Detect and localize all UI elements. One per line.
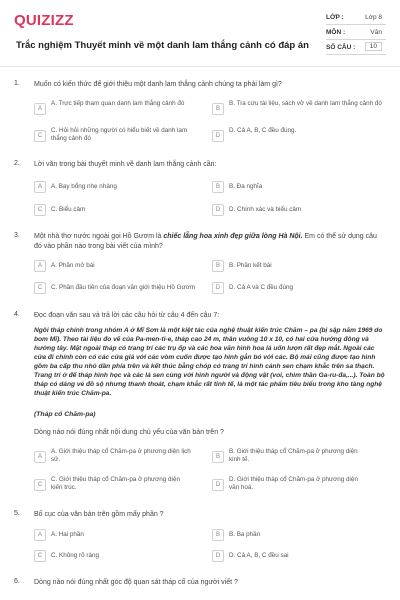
question-5 [14,510,388,570]
option-letter: D [212,550,224,562]
option-letter: D [212,130,224,142]
option-letter: C [34,282,46,294]
option-letter: C [34,550,46,562]
question-number: 5. [14,510,20,517]
option-letter: B [212,260,224,272]
question-number: 2. [14,160,20,167]
option-text: B. Ba phần [229,531,261,538]
question-text: Muốn có kiến thức để giới thiệu một danh lam thắng cảnh chúng ta phải làm gì? [34,81,282,88]
option-text: C. Biểu cảm [51,206,86,213]
option-letter: C [34,130,46,142]
option-text: B. Tra cứu tài liệu, sách vở về danh lam thắng cảnh đó [229,100,382,107]
question-subtext: Dòng nào nói đúng nhất nội dung chủ yếu của văn bản trên ? [34,429,224,436]
option-letter: A [34,103,46,115]
question-3 [14,232,388,298]
option-text: B. Đa nghĩa [229,183,263,190]
option-text: A. Giới thiệu tháp cổ Chăm-pa ở phương diện lịch sử. [51,448,191,463]
header-divider [0,66,400,67]
option-letter: A [34,529,46,541]
option-text: C. Hỏi hỏi những người có hiểu biết về danh lam thắng cảnh đó [51,127,188,142]
question-text: Dòng nào nói đúng nhất góc độ quan sát tháp cổ của người viết ? [34,579,238,586]
option-letter: D [212,204,224,216]
option-letter: D [212,479,224,491]
meta-grade: LỚP : Lớp 8 [326,10,386,25]
option-letter: B [212,529,224,541]
option-text: D. Cả A, B, C đều đúng. [229,127,297,134]
option-letter: B [212,451,224,463]
meta-question-count: SỐ CÂU : 10 [326,40,386,55]
option-text: D. Cả A và C đều đúng [229,284,294,291]
option-text: A. Trực tiếp tham quan danh lam thắng cảnh đó [51,100,185,107]
option-letter: C [34,204,46,216]
question-text: Bố cục của văn bản trên gồm mấy phần ? [34,511,164,518]
option-letter: C [34,479,46,491]
option-text: D. Chính xác và biểu cảm [229,206,302,213]
quiz-title: Trắc nghiệm Thuyết minh về một danh lam thắng cảnh có đáp án [16,40,309,51]
question-1 [14,80,388,150]
option-letter: A [34,451,46,463]
reading-passage: Ngôi tháp chính trong nhóm A ở Mĩ Sơn là một kiệt tác của nghệ thuật kiến trúc Chăm – pa (bị sập năm 1969 do bom Mĩ). Theo tài liệu đo vẽ của Pa-men-ti-e, tháp cao 24 m, thân vuông 10 x 10, có hai cửa hướng đông và hướng tây. Mặt ngoài tháp có trang trí các trụ ốp và các hoa văn hình hoa lá uốn lượn rất đẹp mắt. Ngoài các cửa đi chính còn có các cửa giả với các vòm cuốn được tạo hình gắn bó với các. Bộ mái cũng được tạo hình gồm ba cấp thu nhỏ dần phía trên và kết thúc bằng chóp có trang trí hình cánh sen chạm khắc trên sa thạch. Trang trí ở đế tháp hình học và các lá sen cùng với hình người và động vật (voi, chim thần Ga-ru-đa,...). Toàn bộ tháp có dáng vẻ đồ sộ nhưng thanh thoát, chạm khắc rất tinh tế, là một tác phẩm tiêu biểu trong kho tàng nghệ thuật kiến trúc Chăm-pa. [34,327,385,397]
question-number: 6. [14,578,20,585]
option-text: C. Giới thiệu tháp cổ Chăm-pa ở phương diện kiến trúc. [51,476,180,491]
quiz-meta-panel [326,10,386,55]
option-text: C. Phần đầu tiên của đoạn văn giới thiệu Hồ Gươm [51,284,196,291]
question-text: Lời văn trong bài thuyết minh về danh lam thắng cảnh cần: [34,161,217,168]
question-2 [14,160,388,220]
option-text: A. Bay bổng nhẹ nhàng [51,183,117,190]
meta-subject: MÔN : Văn [326,25,386,40]
question-6 [14,578,388,592]
quizizz-logo[interactable]: QUIZIZZ [14,12,74,29]
question-4 [14,311,388,506]
option-text: A. Phần mở bài [51,262,95,269]
question-number: 3. [14,232,20,239]
option-text: B. Phần kết bài [229,262,272,269]
question-number: 1. [14,80,20,87]
option-text: A. Hai phần [51,531,84,538]
question-text: Một nhà thơ nước ngoài gọi Hồ Gươm là chiếc lẵng hoa xinh đẹp giữa lòng Hà Nội. Em có thể sử dụng câu đó vào phần nào trong bài viết của mình? [34,233,377,250]
question-emphasis: chiếc lẵng hoa xinh đẹp giữa lòng Hà Nội. [163,233,303,240]
passage-source: (Tháp cổ Chăm-pa) [34,411,96,418]
option-text: D. Giới thiệu tháp cổ Chăm-pa ở phương diện văn hoá. [229,476,358,491]
option-text: C. Không rõ ràng [51,552,99,559]
option-letter: D [212,282,224,294]
option-text: B. Giới thiệu tháp cổ Chăm-pa ở phương diện kinh tế. [229,448,358,463]
option-letter: A [34,260,46,272]
question-text: Đọc đoạn văn sau và trả lời các câu hỏi từ câu 4 đến câu 7: [34,312,220,319]
question-number: 4. [14,311,20,318]
option-letter: A [34,181,46,193]
option-letter: B [212,103,224,115]
option-letter: B [212,181,224,193]
option-text: D. Cả A, B, C đều sai [229,552,289,559]
quiz-header [14,10,386,64]
